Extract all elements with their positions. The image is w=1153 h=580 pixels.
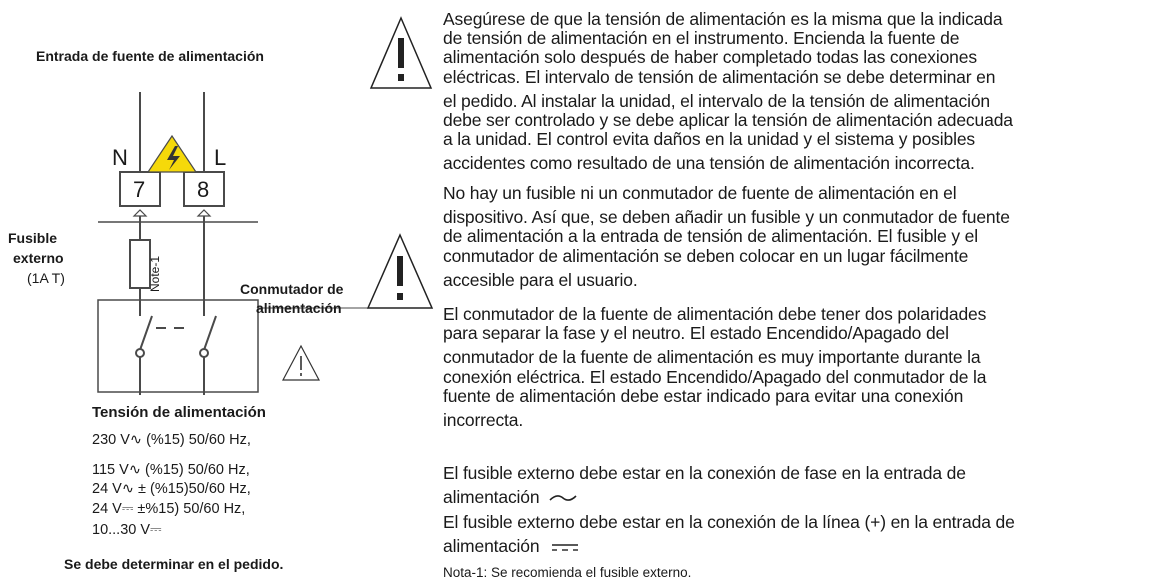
para3-line: conmutador de la fuente de alimentación es muy importante durante la [443, 347, 981, 368]
terminal-n-letter: N [112, 145, 128, 170]
para1-line: debe ser controlado y se debe aplicar la tensión de alimentación adecuada [443, 110, 1013, 131]
switch-label-line1: Conmutador de [240, 281, 344, 297]
paragraph-3 [443, 305, 1148, 430]
para2-line: de alimentación a la entrada de tensión de alimentación. El fusible y el [443, 226, 978, 247]
para4-line1: El fusible externo debe estar en la conexión de fase en la entrada de [443, 463, 966, 483]
para4-line2 [443, 488, 1148, 507]
para2-line: No hay un fusible ni un conmutador de fuente de alimentación en el [443, 183, 957, 203]
terminal-8-number: 8 [197, 177, 210, 202]
para3-line: El conmutador de la fuente de alimentación debe tener dos polaridades [443, 304, 987, 324]
order-footer: Se debe determinar en el pedido. [64, 556, 284, 572]
paragraph-4 [443, 464, 1148, 507]
voltage-line-3: 24 V∿ ± (%15)50/60 Hz, [92, 481, 251, 497]
para3-line: para separar la fase y el neutro. El estado Encendido/Apagado del [443, 323, 949, 344]
para1-line: de tensión de alimentación en el instrumento. Encienda la fuente de [443, 28, 960, 49]
para3-line: fuente de alimentación debe estar indicado para evitar una conexión [443, 385, 964, 406]
para5-line2-text: alimentación [443, 536, 540, 557]
fuse-label-line3: (1A T) [27, 270, 65, 286]
para1-line: Asegúrese de que la tensión de alimentación es la misma que la indicada [443, 9, 1003, 29]
para3-line: incorrecta. [443, 410, 524, 431]
para2-line: accesible para el usuario. [443, 269, 638, 290]
voltage-line-5: 10...30 V⎓ [92, 522, 162, 538]
fuse-symbol [130, 240, 150, 288]
voltage-line-4: 24 V⎓ ±%15) 50/60 Hz, [92, 501, 246, 517]
voltage-line-2: 115 V∿ (%15) 50/60 Hz, [92, 462, 250, 478]
power-input-title: Entrada de fuente de alimentación [36, 48, 264, 64]
fuse-label-line2: externo [13, 250, 64, 266]
para1-line: a la unidad. El control evita daños en la unidad y el sistema y posibles [443, 129, 976, 150]
para5-line1: El fusible externo debe estar en la conexión de la línea (+) en la entrada de [443, 512, 1015, 532]
para3-line: conexión eléctrica. El estado Encendido/Apagado del conmutador de la [443, 366, 987, 387]
paragraph-2 [443, 184, 1148, 290]
warning-triangle-icon-2 [368, 235, 432, 308]
paragraph-5 [443, 513, 1148, 556]
para2-line: conmutador de alimentación se deben colocar en un lugar fácilmente [443, 245, 969, 266]
voltage-line-1: 230 V∿ (%15) 50/60 Hz, [92, 432, 251, 448]
para4-line2-text: alimentación [443, 487, 540, 508]
para2-line: dispositivo. Así que, se deben añadir un fusible y un conmutador de fuente [443, 207, 1010, 228]
dc-symbol-icon [550, 541, 580, 553]
para1-line: el pedido. Al instalar la unidad, el intervalo de la tensión de alimentación [443, 90, 991, 111]
ac-wave-icon [548, 492, 578, 504]
terminal-7-number: 7 [133, 177, 146, 202]
high-voltage-icon [148, 136, 196, 172]
paragraph-1 [443, 10, 1148, 174]
terminal-l-letter: L [214, 145, 227, 170]
note-1-footnote: Nota-1: Se recomienda el fusible externo. [443, 565, 692, 580]
para1-line: accidentes como resultado de una tensión de alimentación incorrecta. [443, 153, 975, 174]
switch-label-line2: alimentación [256, 300, 342, 316]
para5-line2 [443, 537, 1148, 556]
fuse-label-line1: Fusible [8, 230, 58, 246]
para1-line: eléctricas. El intervalo de tensión de alimentación se debe determinar en [443, 66, 996, 87]
warning-triangle-icon-1 [371, 18, 431, 88]
voltage-heading: Tensión de alimentación [92, 404, 266, 421]
switch-box [98, 300, 258, 392]
warning-triangle-icon-small [283, 346, 319, 380]
note-1-tag: Note-1 [148, 255, 162, 292]
para1-line: alimentación solo después de haber completado todas las conexiones [443, 47, 977, 68]
